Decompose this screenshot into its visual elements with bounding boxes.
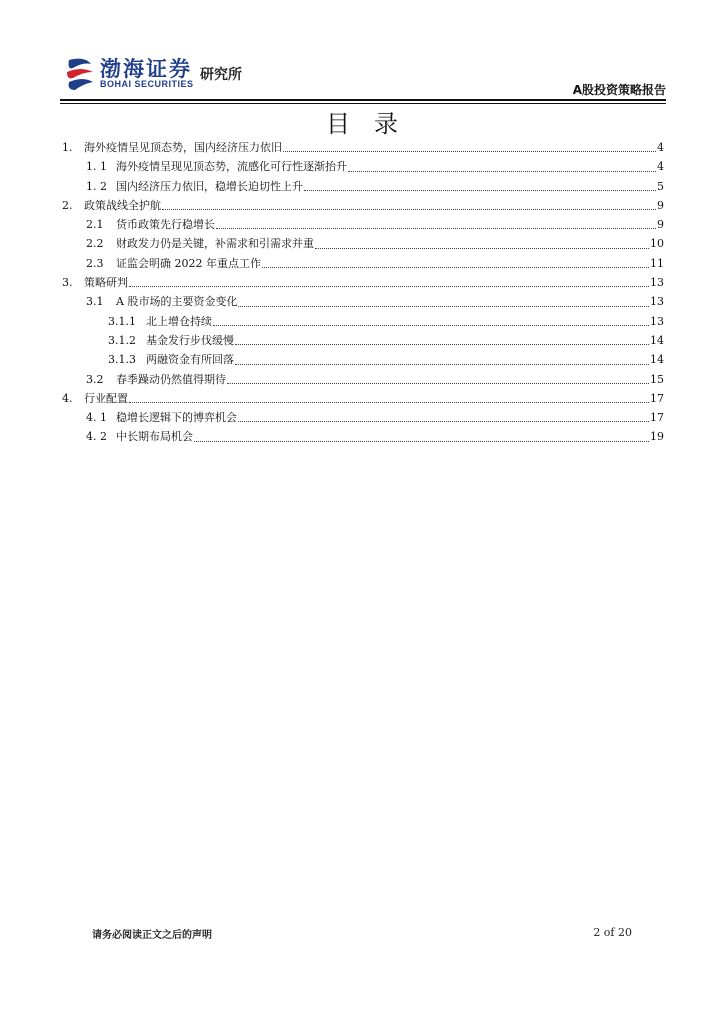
toc-leader-dots xyxy=(238,305,649,307)
toc-entry[interactable] xyxy=(62,292,664,311)
toc-entry[interactable] xyxy=(62,408,664,427)
toc-entry-text: 国内经济压力依旧，稳增长迫切性上升 xyxy=(116,179,303,193)
toc-leader-dots xyxy=(315,247,649,249)
toc-leader-dots xyxy=(162,208,656,210)
toc-entry-page: 14 xyxy=(650,333,664,347)
toc-leader-dots xyxy=(238,420,649,422)
toc-leader-dots xyxy=(235,343,649,345)
toc-entry-page: 4 xyxy=(657,160,664,174)
toc-entry-number: 1. xyxy=(62,141,73,154)
toc-leader-dots xyxy=(129,285,649,287)
footer-page-indicator: 2 of 20 xyxy=(593,926,632,939)
toc-leader-dots xyxy=(283,150,656,152)
toc-entry-page: 10 xyxy=(650,237,664,251)
toc-entry-number: 4. 2 xyxy=(86,430,107,444)
toc-entry-text: A 股市场的主要资金变化 xyxy=(116,295,238,309)
toc-entry[interactable] xyxy=(62,331,664,350)
toc-entry-text: 稳增长逻辑下的博弈机会 xyxy=(116,411,237,425)
toc-entry-text: 春季躁动仍然值得期待 xyxy=(116,372,226,386)
toc-entry[interactable] xyxy=(62,138,664,157)
toc-leader-dots xyxy=(194,440,649,442)
toc-entry-text: 中长期布局机会 xyxy=(116,430,193,444)
toc-entry-number: 3.1 xyxy=(86,295,104,309)
toc-entry[interactable] xyxy=(62,215,664,234)
logo-chinese-name: 渤海证券 xyxy=(100,57,192,81)
toc-entry-number: 3.1.3 xyxy=(108,353,136,367)
toc-entry[interactable] xyxy=(62,350,664,369)
toc-entry-text: 基金发行步伐缓慢 xyxy=(146,333,234,347)
toc-entry-text: 财政发力仍是关键，补需求和引需求并重 xyxy=(116,237,314,251)
toc-entry-number: 4. xyxy=(62,391,73,405)
toc-entry-page: 9 xyxy=(657,198,664,212)
page-header xyxy=(60,48,666,100)
toc-entry[interactable] xyxy=(62,234,664,253)
toc-entry[interactable] xyxy=(62,196,664,215)
footer-disclaimer: 请务必阅读正文之后的声明 xyxy=(92,930,212,941)
toc-entry-number: 4. 1 xyxy=(86,411,107,425)
table-of-contents xyxy=(62,138,664,447)
toc-entry-number: 3.2 xyxy=(86,372,104,386)
toc-entry-page: 13 xyxy=(650,276,664,290)
toc-entry-text: 两融资金有所回落 xyxy=(146,353,234,367)
toc-entry-page: 15 xyxy=(650,372,664,386)
toc-entry-page: 11 xyxy=(650,256,664,270)
toc-entry-page: 17 xyxy=(650,391,664,405)
toc-entry-number: 1. 2 xyxy=(86,179,107,193)
toc-entry-text: 北上增仓持续 xyxy=(146,314,212,328)
toc-entry-text: 政策战线全护航 xyxy=(84,198,161,212)
toc-leader-dots xyxy=(235,363,649,365)
toc-entry-page: 4 xyxy=(657,141,664,154)
toc-leader-dots xyxy=(129,401,649,403)
toc-leader-dots xyxy=(216,227,656,229)
toc-leader-dots xyxy=(304,189,656,191)
toc-entry-page: 9 xyxy=(657,218,664,232)
toc-entry-number: 2. xyxy=(62,198,73,212)
toc-entry-text: 海外疫情呈现见顶态势，流感化可行性逐渐抬升 xyxy=(116,160,347,174)
toc-entry[interactable] xyxy=(62,254,664,273)
toc-leader-dots xyxy=(213,324,649,326)
toc-title: 目录 xyxy=(326,110,422,138)
toc-entry-text: 行业配置 xyxy=(84,391,128,405)
header-divider-thick xyxy=(60,99,666,101)
toc-entry-number: 1. 1 xyxy=(86,160,107,174)
toc-leader-dots xyxy=(262,266,649,268)
toc-entry-page: 14 xyxy=(650,353,664,367)
toc-leader-dots xyxy=(348,170,656,172)
toc-entry-text: 证监会明确 2022 年重点工作 xyxy=(116,256,261,270)
bohai-logo-icon xyxy=(65,56,95,90)
toc-entry[interactable] xyxy=(62,389,664,408)
toc-entry[interactable] xyxy=(62,157,664,176)
toc-entry[interactable] xyxy=(62,177,664,196)
toc-entry-page: 5 xyxy=(657,179,664,193)
toc-entry-text: 策略研判 xyxy=(84,276,128,290)
toc-entry[interactable] xyxy=(62,370,664,389)
logo-english-name: BOHAI SECURITIES xyxy=(100,79,194,89)
toc-entry[interactable] xyxy=(62,427,664,446)
toc-entry-number: 3. xyxy=(62,276,73,290)
toc-entry-page: 13 xyxy=(650,295,664,309)
toc-entry-text: 货币政策先行稳增长 xyxy=(116,218,215,232)
toc-entry[interactable] xyxy=(62,273,664,292)
toc-entry-text: 海外疫情呈见顶态势，国内经济压力依旧 xyxy=(84,141,282,154)
toc-entry-number: 3.1.1 xyxy=(108,314,136,328)
toc-entry-number: 2.1 xyxy=(86,218,104,232)
toc-entry-page: 17 xyxy=(650,411,664,425)
toc-entry-number: 2.2 xyxy=(86,237,104,251)
toc-entry[interactable] xyxy=(62,312,664,331)
toc-entry-page: 19 xyxy=(650,430,664,444)
toc-entry-page: 13 xyxy=(650,314,664,328)
report-type: A股投资策略报告 xyxy=(572,83,666,97)
department-label: 研究所 xyxy=(200,67,242,83)
toc-leader-dots xyxy=(227,382,649,384)
toc-entry-number: 2.3 xyxy=(86,256,104,270)
toc-entry-number: 3.1.2 xyxy=(108,333,136,347)
